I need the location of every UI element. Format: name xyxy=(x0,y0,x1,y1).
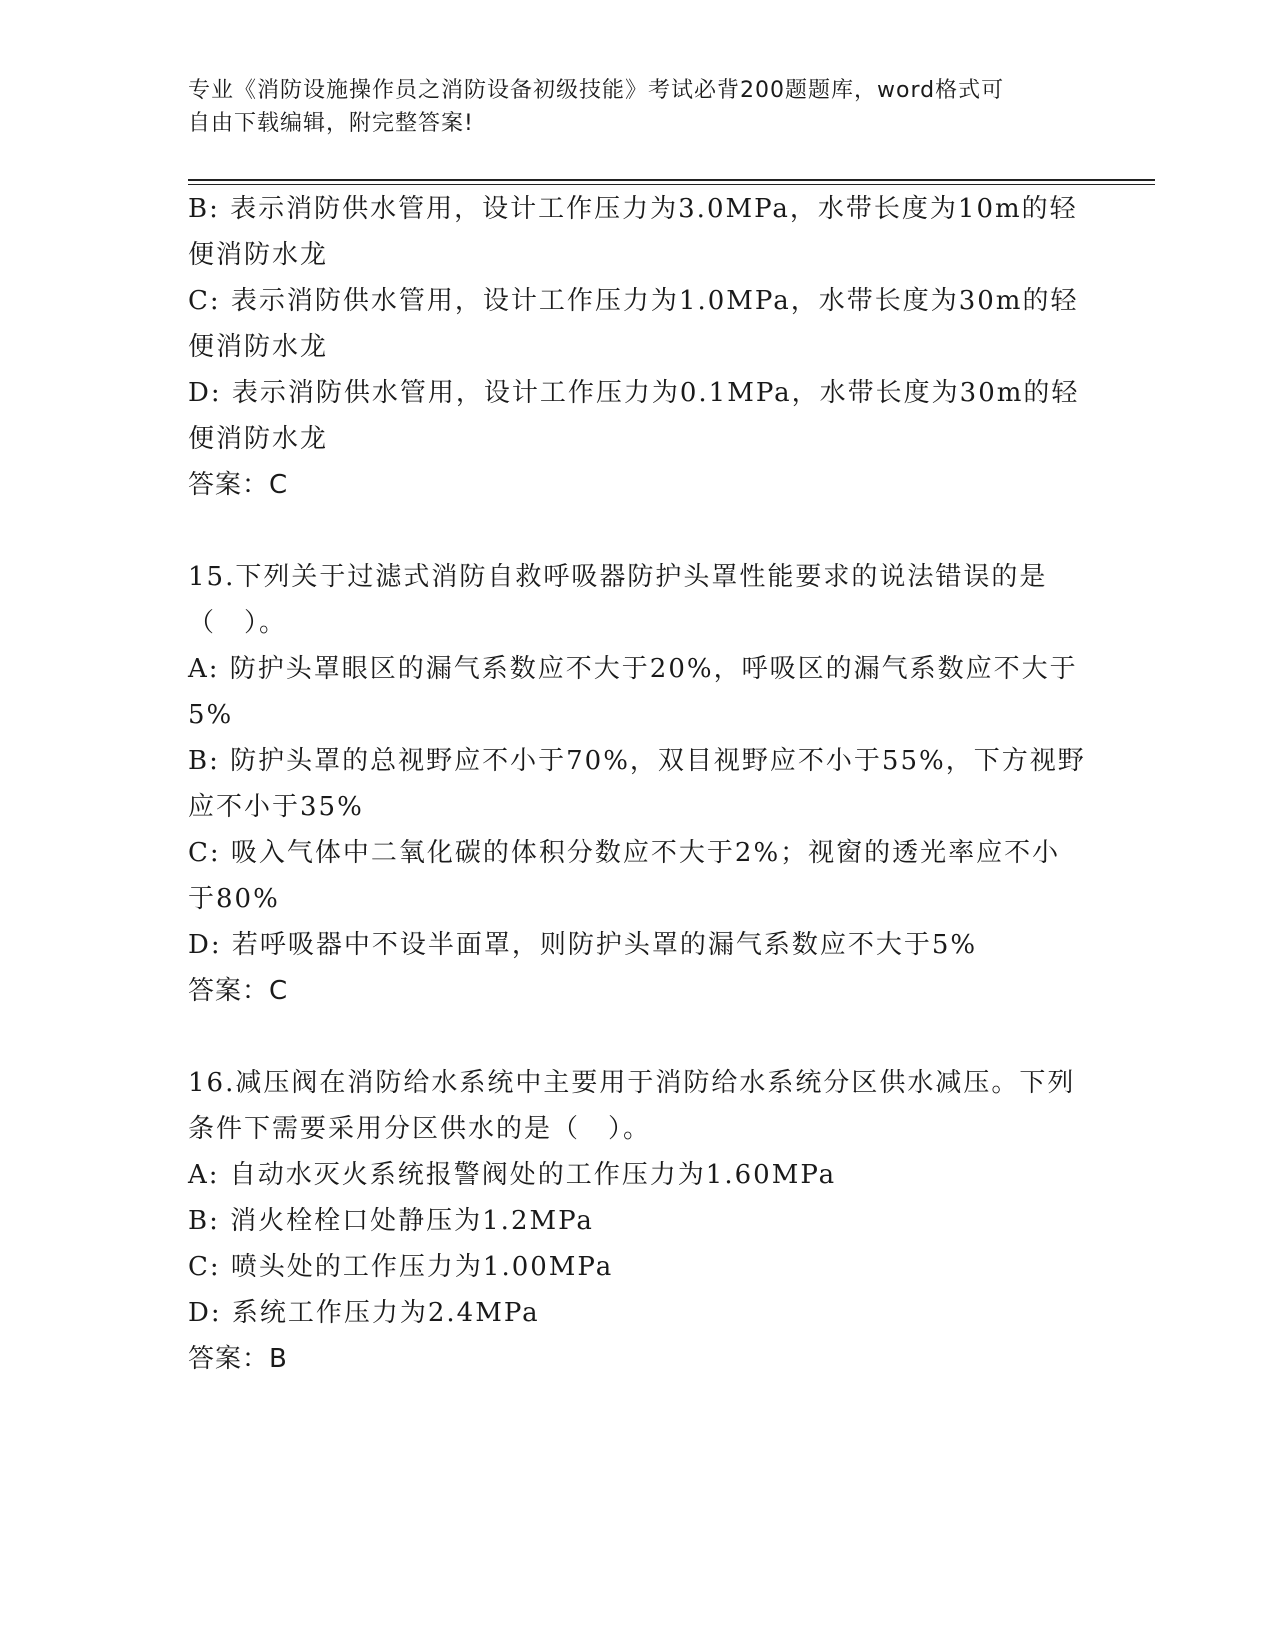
page-header xyxy=(188,74,1068,140)
q16-option-d: D: 系统工作压力为2.4MPa xyxy=(188,1298,540,1328)
q16-stem: 16.减压阀在消防给水系统中主要用于消防给水系统分区供水减压。下列条件下需要采用分区供水的是（ ）。 xyxy=(188,1068,1076,1144)
header-rule-thin xyxy=(188,184,1155,185)
header-rule-thick xyxy=(188,179,1155,181)
q16-option-a: A: 自动水灭火系统报警阀处的工作压力为1.60MPa xyxy=(188,1160,837,1190)
question-15 xyxy=(188,554,1088,1014)
q15-option-a: A: 防护头罩眼区的漏气系数应不大于20%，呼吸区的漏气系数应不大于5% xyxy=(188,654,1078,730)
question-16 xyxy=(188,1060,1088,1382)
header-title-line-1: 专业《消防设施操作员之消防设备初级技能》考试必背200题题库，word格式可 xyxy=(188,78,1005,103)
q14-option-b: B: 表示消防供水管用，设计工作压力为3.0MPa，水带长度为10m的轻便消防水龙 xyxy=(188,194,1078,270)
question-spacer xyxy=(188,508,1088,554)
q14-answer: 答案：C xyxy=(188,470,289,500)
q15-option-c: C: 吸入气体中二氧化碳的体积分数应不大于2%；视窗的透光率应不小于80% xyxy=(188,838,1061,914)
question-spacer xyxy=(188,1014,1088,1060)
q15-answer: 答案：C xyxy=(188,976,289,1006)
header-title-line-2: 自由下载编辑，附完整答案! xyxy=(188,111,474,136)
question-body xyxy=(188,186,1088,1382)
q16-option-c: C: 喷头处的工作压力为1.00MPa xyxy=(188,1252,614,1282)
question-14-continued xyxy=(188,186,1088,508)
q15-stem: 15.下列关于过滤式消防自救呼吸器防护头罩性能要求的说法错误的是（ ）。 xyxy=(188,562,1048,638)
q14-option-c: C: 表示消防供水管用，设计工作压力为1.0MPa，水带长度为30m的轻便消防水龙 xyxy=(188,286,1079,362)
q14-option-d: D: 表示消防供水管用，设计工作压力为0.1MPa，水带长度为30m的轻便消防水龙 xyxy=(188,378,1080,454)
q16-option-b: B: 消火栓栓口处静压为1.2MPa xyxy=(188,1206,594,1236)
q15-option-d: D: 若呼吸器中不设半面罩，则防护头罩的漏气系数应不大于5% xyxy=(188,930,978,960)
q16-answer: 答案：B xyxy=(188,1344,288,1374)
q15-option-b: B: 防护头罩的总视野应不小于70%，双目视野应不小于55%，下方视野应不小于35% xyxy=(188,746,1086,822)
